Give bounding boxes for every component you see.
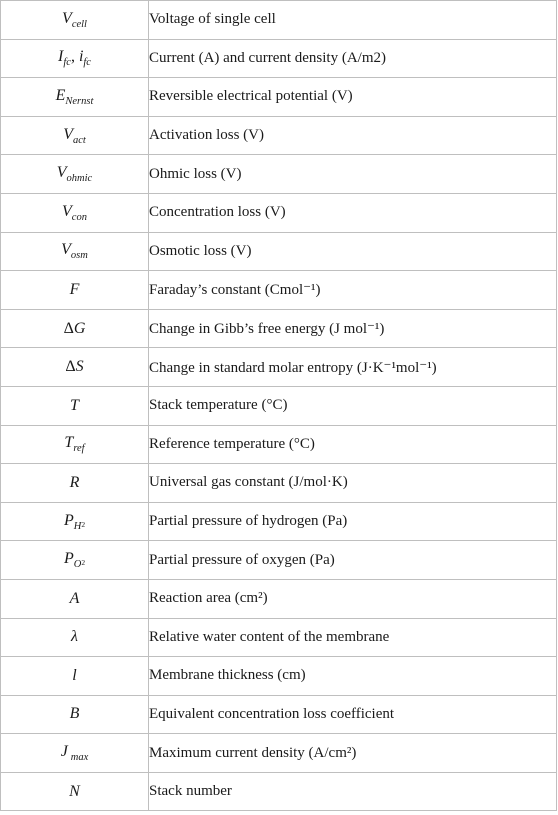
symbol-main: N (69, 782, 80, 800)
table-row (1, 386, 557, 425)
symbol-main: P (63, 511, 74, 529)
table-row (1, 618, 557, 657)
table-row (1, 193, 557, 232)
description-cell: Change in standard molar entropy (J·K⁻¹mol⁻¹) (149, 348, 557, 387)
description-cell: Maximum current density (A/cm²) (149, 734, 557, 773)
symbol-prefix: Δ (65, 358, 76, 376)
description-cell: Reversible electrical potential (V) (149, 78, 557, 117)
description-cell: Universal gas constant (J/mol·K) (149, 464, 557, 503)
description-cell: Ohmic loss (V) (149, 155, 557, 194)
symbol-cell (1, 464, 149, 503)
table-row (1, 695, 557, 734)
symbol-subscript: Nernst (65, 95, 94, 107)
symbol-main: A (69, 589, 80, 607)
symbol-cell (1, 1, 149, 40)
description-cell: Stack number (149, 772, 557, 811)
description-cell: Osmotic loss (V) (149, 232, 557, 271)
symbol-main: V (56, 164, 67, 182)
table-row (1, 348, 557, 387)
description-cell: Relative water content of the membrane (149, 618, 557, 657)
symbol-cell (1, 348, 149, 387)
symbol-main: R (69, 473, 80, 491)
table-row (1, 657, 557, 696)
description-cell: Membrane thickness (cm) (149, 657, 557, 696)
symbol-subscript: con (71, 211, 87, 223)
symbol-cell (1, 78, 149, 117)
description-cell: Partial pressure of oxygen (Pa) (149, 541, 557, 580)
description-cell: Current (A) and current density (A/m2) (149, 39, 557, 78)
table-row (1, 502, 557, 541)
description-cell: Activation loss (V) (149, 116, 557, 155)
symbol-main: P (63, 550, 74, 568)
symbol-separator: , (70, 48, 79, 66)
symbol-cell (1, 271, 149, 310)
table-row (1, 425, 557, 464)
symbol-main: λ (71, 628, 78, 646)
table-row (1, 232, 557, 271)
symbol-cell (1, 425, 149, 464)
symbol-subscript: ref (73, 443, 85, 455)
table-row (1, 39, 557, 78)
symbol-main: V (62, 202, 72, 220)
symbol-main: F (69, 280, 80, 298)
table-row (1, 772, 557, 811)
symbol-cell (1, 386, 149, 425)
symbol-subscript: ohmic (66, 173, 93, 185)
symbol-cell (1, 39, 149, 78)
description-cell: Equivalent concentration loss coefficient (149, 695, 557, 734)
symbol-sub-subscript: 2 (81, 519, 86, 529)
symbol-subscript: O (73, 559, 82, 571)
description-cell: Partial pressure of hydrogen (Pa) (149, 502, 557, 541)
table-row (1, 155, 557, 194)
symbol-main: V (61, 241, 71, 259)
symbol-main: V (63, 125, 73, 143)
table-row (1, 541, 557, 580)
description-cell: Reaction area (cm²) (149, 579, 557, 618)
symbol-main: I (58, 48, 64, 66)
symbol-cell (1, 155, 149, 194)
symbol-subscript: H (73, 520, 82, 532)
symbol-main: T (70, 396, 79, 414)
symbol-cell (1, 618, 149, 657)
symbol-main: T (64, 434, 74, 452)
table-row (1, 116, 557, 155)
symbol-sub-subscript: 2 (81, 558, 86, 568)
symbol-main: S (75, 358, 84, 376)
symbol-subscript: fc (63, 57, 71, 69)
symbol-main: G (73, 319, 86, 337)
symbol-main: E (55, 86, 66, 104)
symbol-prefix: Δ (63, 319, 74, 337)
symbol-cell (1, 502, 149, 541)
description-cell: Reference temperature (°C) (149, 425, 557, 464)
table-row (1, 309, 557, 348)
description-cell: Faraday’s constant (Cmol⁻¹) (149, 271, 557, 310)
symbol-cell (1, 309, 149, 348)
symbol-main: B (69, 705, 80, 723)
description-cell: Concentration loss (V) (149, 193, 557, 232)
symbol-cell (1, 772, 149, 811)
table-row (1, 464, 557, 503)
table-row (1, 1, 557, 40)
table-row (1, 734, 557, 773)
symbol-cell (1, 193, 149, 232)
symbol-cell (1, 695, 149, 734)
description-cell: Change in Gibb’s free energy (J mol⁻¹) (149, 309, 557, 348)
table-row (1, 78, 557, 117)
symbol-main: J (60, 743, 68, 761)
symbol-subscript: osm (70, 250, 88, 262)
description-cell: Stack temperature (°C) (149, 386, 557, 425)
symbol-main: l (72, 666, 77, 684)
symbol-subscript: fc (83, 57, 91, 69)
symbol-subscript: cell (71, 18, 87, 30)
table-row (1, 271, 557, 310)
symbol-main: i (78, 48, 84, 66)
symbol-cell (1, 541, 149, 580)
table-row (1, 579, 557, 618)
symbol-main: V (62, 9, 72, 27)
description-cell: Voltage of single cell (149, 1, 557, 40)
symbol-cell (1, 657, 149, 696)
symbol-cell (1, 579, 149, 618)
symbol-cell (1, 232, 149, 271)
symbol-cell (1, 734, 149, 773)
symbol-subscript: max (70, 752, 89, 764)
symbol-subscript: act (72, 134, 86, 146)
symbol-cell (1, 116, 149, 155)
